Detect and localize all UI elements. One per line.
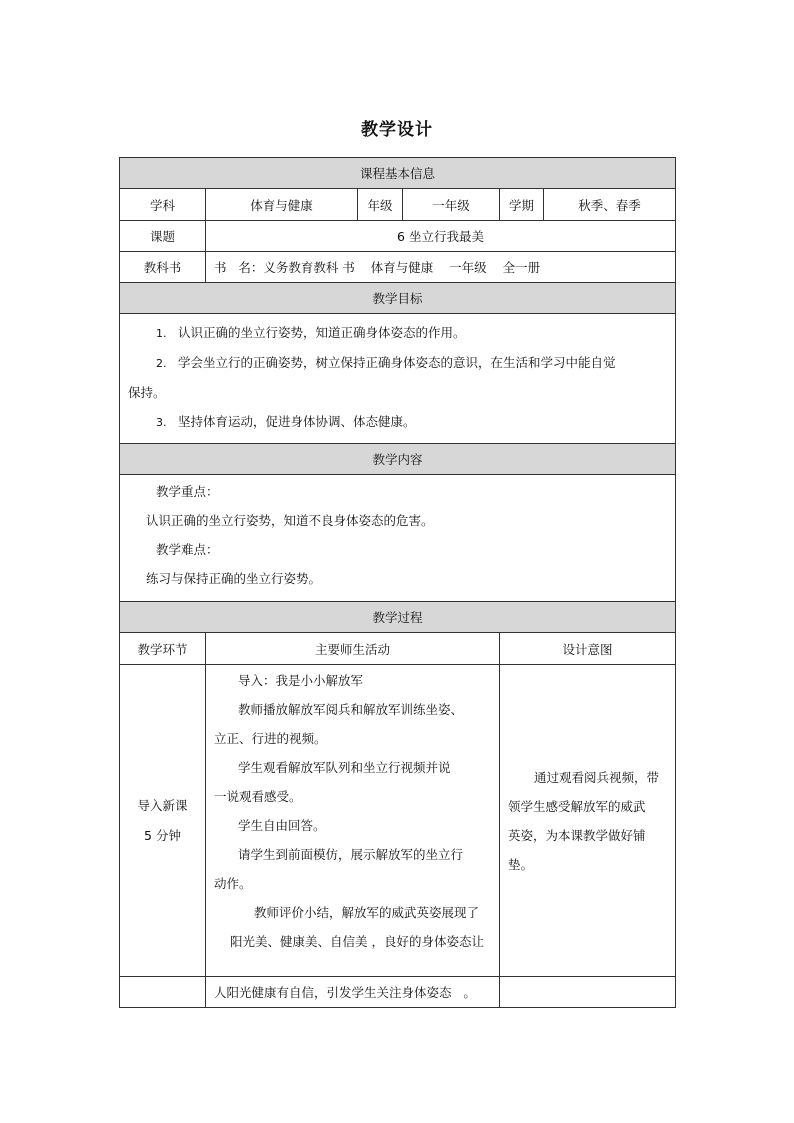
goal-text: 坚持体育运动，促进身体协调、体态健康。 xyxy=(178,414,416,429)
intent-line: 垫。 xyxy=(508,856,534,872)
process-row xyxy=(120,665,676,977)
section-header-row xyxy=(120,602,676,633)
content-row xyxy=(120,475,676,602)
activity-continuation: 人阳光健康有自信，引发学生关注身体姿态 。 xyxy=(206,977,500,1008)
goal-number: 1. xyxy=(156,327,167,340)
difficulty-label: 教学难点： xyxy=(156,542,219,557)
intent-line: 英姿，为本课教学做好铺 xyxy=(508,827,646,843)
activity-line: 教师评价小结，解放军的威武英姿展现了 xyxy=(254,905,480,920)
topic-value: 6 坐立行我最美 xyxy=(206,221,676,252)
intent-cell xyxy=(500,665,676,977)
goal-continuation: 保持。 xyxy=(128,385,166,400)
intent-line: 通过观看阅兵视频，带 xyxy=(534,769,660,785)
subject-value: 体育与健康 xyxy=(206,189,358,221)
subject-label: 学科 xyxy=(120,189,206,221)
goal-number: 2. xyxy=(156,357,167,370)
activity-line: 动作。 xyxy=(214,876,252,891)
info-row xyxy=(120,189,676,221)
grade-value: 一年级 xyxy=(403,189,500,221)
activity-line: 立正、行进的视频。 xyxy=(214,731,327,746)
term-label: 学期 xyxy=(500,189,544,221)
goal-text: 认识正确的坐立行姿势，知道正确身体姿态的作用。 xyxy=(178,325,466,340)
content-cell xyxy=(120,475,676,602)
goal-number: 3. xyxy=(156,416,167,429)
textbook-value: 书 名：义务教育教科 书 体育与健康 一年级 全一册 xyxy=(206,252,676,283)
section-header-row xyxy=(120,158,676,189)
intent-line: 领学生感受解放军的威武 xyxy=(508,798,646,814)
section-header-row xyxy=(120,444,676,475)
goal-item xyxy=(128,348,667,378)
goals-cell xyxy=(120,314,676,444)
goal-item xyxy=(128,407,667,437)
section-process: 教学过程 xyxy=(120,602,676,633)
difficulty-text: 练习与保持正确的坐立行姿势。 xyxy=(146,571,322,586)
stage-name: 导入新课 xyxy=(137,797,188,813)
activity-line: 导入：我是小小解放军 xyxy=(238,673,364,688)
header-stage: 教学环节 xyxy=(120,633,206,665)
header-intent: 设计意图 xyxy=(500,633,676,665)
stage-duration: 5 分钟 xyxy=(144,827,181,843)
activity-line: 请学生到前面模仿，展示解放军的坐立行 xyxy=(238,847,464,862)
activity-line: 教师播放解放军阅兵和解放军训练坐姿、 xyxy=(238,702,464,717)
goals-row xyxy=(120,314,676,444)
activity-line: 学生观看解放军队列和坐立行视频并说 xyxy=(238,760,451,775)
section-goals: 教学目标 xyxy=(120,283,676,314)
activity-line: 学生自由回答。 xyxy=(238,818,326,833)
lesson-plan-table xyxy=(119,157,676,1008)
section-basic-info: 课程基本信息 xyxy=(120,158,676,189)
topic-label: 课题 xyxy=(120,221,206,252)
key-point-label: 教学重点： xyxy=(156,484,219,499)
activity-line: 一说观看感受。 xyxy=(214,789,302,804)
textbook-label: 教科书 xyxy=(120,252,206,283)
grade-label: 年级 xyxy=(358,189,403,221)
section-header-row xyxy=(120,283,676,314)
stage-cell xyxy=(120,665,206,977)
goal-text: 学会坐立行的正确姿势，树立保持正确身体姿态的意识，在生活和学习中能自觉 xyxy=(178,355,616,370)
activity-line: 阳光美、健康美、自信美 ，良好的身体姿态让 xyxy=(230,934,484,949)
goal-item xyxy=(128,318,667,348)
activities-cell xyxy=(206,665,500,977)
document-title: 教学设计 xyxy=(361,120,433,140)
process-continuation-row xyxy=(120,977,676,1008)
section-content: 教学内容 xyxy=(120,444,676,475)
textbook-row xyxy=(120,252,676,283)
empty-stage-cell xyxy=(120,977,206,1008)
term-value: 秋季、春季 xyxy=(544,189,676,221)
key-point-text: 认识正确的坐立行姿势，知道不良身体姿态的危害。 xyxy=(146,513,434,528)
empty-intent-cell xyxy=(500,977,676,1008)
header-activities: 主要师生活动 xyxy=(206,633,500,665)
topic-row xyxy=(120,221,676,252)
process-header-row xyxy=(120,633,676,665)
